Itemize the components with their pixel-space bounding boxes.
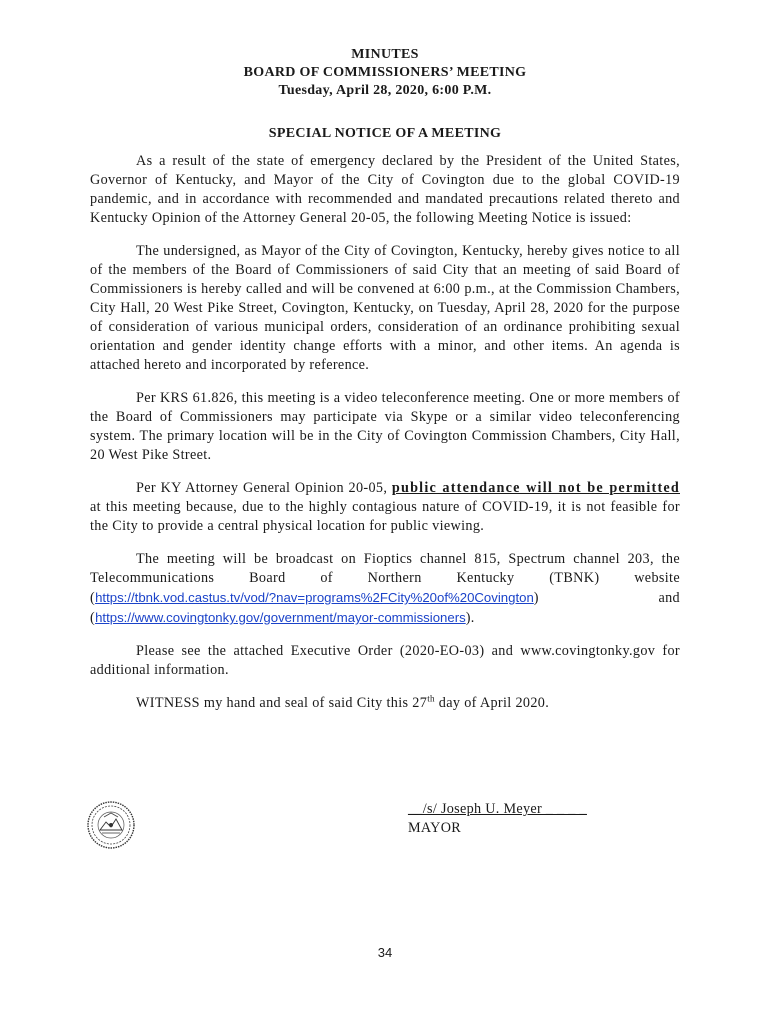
paragraph-emergency: As a result of the state of emergency declared by the President of the United States, Governor of Kentucky, and Mayor of the City of Covington due to the global COVID-19 pandemic, and in accordance with recommended and mandated precautions related thereto and Kentucky Opinion of the Attorney General 20-05, the following Meeting Notice is issued: [90, 153, 680, 226]
document-header [90, 46, 680, 100]
attendance-text-before: Per KY Attorney General Opinion 20-05, [136, 480, 392, 496]
signature-block [408, 800, 587, 838]
header-date: Tuesday, April 28, 2020, 6:00 P.M. [278, 83, 492, 98]
broadcast-text-after: ). [465, 610, 475, 626]
tbnk-link[interactable]: https://tbnk.vod.castus.tv/vod/?nav=programs%2FCity%20of%20Covington [95, 590, 534, 605]
paragraph-notice: The undersigned, as Mayor of the City of Covington, Kentucky, hereby gives notice to all of the members of the Board of Commissioners of said City that an meeting of said Board of Commissioners is hereby called and will be convened at 6:00 p.m., at the Commission Chambers, City Hall, 20 West Pike Street, Covington, Kentucky, on Tuesday, April 28, 2020 for the purpose of consideration of various municipal orders, consideration of an ordinance prohibiting sexual orientation and gender identity change efforts with a minor, and other items. An agenda is attached hereto and incorporated by reference. [90, 243, 680, 373]
paragraph-broadcast [90, 550, 680, 628]
city-seal-icon [86, 800, 136, 850]
paragraph-executive-order: Please see the attached Executive Order (2020-EO-03) and www.covingtonky.gov for additional information. [90, 643, 680, 678]
signature-line: __/s/ Joseph U. Meyer _ _ _ _ [408, 801, 587, 817]
header-board-meeting: BOARD OF COMMISSIONERS’ MEETING [243, 65, 527, 80]
signature-title: MAYOR [408, 820, 462, 836]
section-title: SPECIAL NOTICE OF A MEETING [268, 126, 502, 141]
paragraph-witness [90, 694, 680, 713]
attendance-emphasis: public attendance will not be permitted [391, 480, 680, 496]
covington-link[interactable]: https://www.covingtonky.gov/government/mayor-commissioners [95, 610, 466, 625]
broadcast-text-middle: ) and ( [90, 590, 680, 626]
attendance-text-after: at this meeting because, due to the highly contagious nature of COVID-19, it is not feasible for the City to provide a central physical location for public viewing. [90, 499, 680, 534]
broadcast-text-before: The meeting will be broadcast on Fioptics channel 815, Spectrum channel 203, the Telecommunications Board of Northern Kentucky (TBNK) website ( [90, 551, 680, 606]
paragraph-attendance [90, 479, 680, 536]
witness-text-before: WITNESS my hand and seal of said City this 27 [136, 695, 428, 711]
witness-text-after: day of April 2020. [434, 695, 550, 711]
document-page [90, 46, 680, 713]
header-minutes: MINUTES [351, 47, 419, 62]
paragraph-teleconference: Per KRS 61.826, this meeting is a video teleconference meeting. One or more members of the Board of Commissioners may participate via Skype or a similar video teleconferencing system. The primary location will be in the City of Covington Commission Chambers, City Hall, 20 West Pike Street. [90, 390, 680, 463]
page-number: 34 [377, 945, 393, 960]
witness-superscript: th [427, 693, 435, 704]
